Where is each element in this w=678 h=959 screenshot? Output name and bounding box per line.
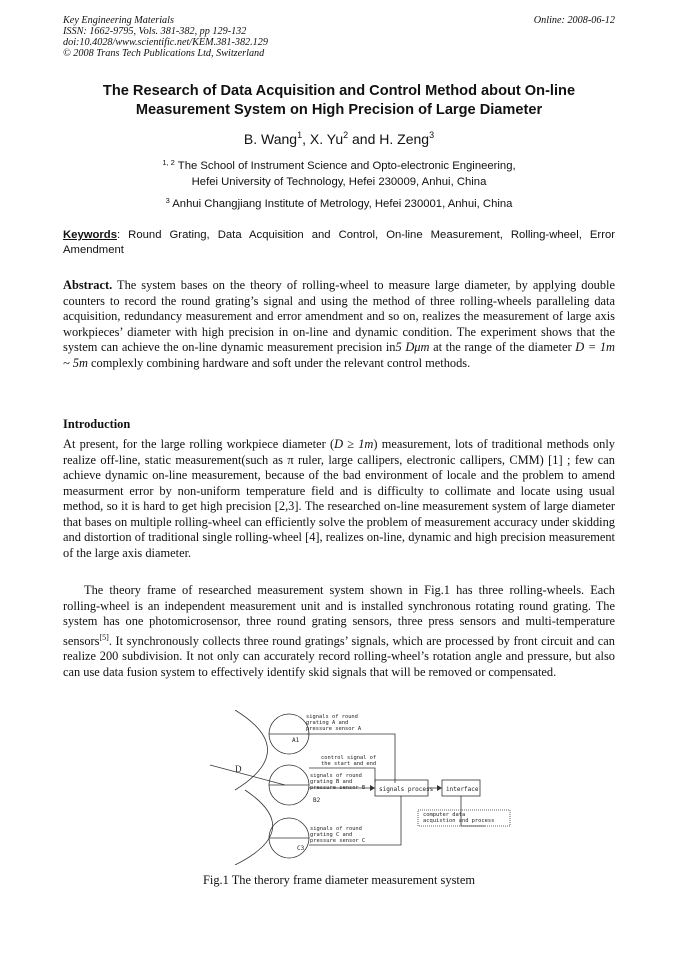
abstract-precision: 5 Dμm — [395, 340, 430, 354]
intro-p2-text-b: . It synchronously collects three round gratings’ signals, which are processed by front circuit and can realize 200 subdivision. It not only can accurately record rolling-wheel’s rotation angle and pressure, but also can use data fusion system to effectively identify skid signals that will be removed or compensated. — [63, 633, 615, 679]
issn-line: ISSN: 1662-9795, Vols. 381-382, pp 129-132 — [63, 26, 247, 37]
journal-name: Key Engineering Materials — [63, 15, 174, 26]
signals-process-label: signals process — [379, 786, 434, 793]
interface-arrow — [437, 785, 442, 791]
affiliation-1-line-2: Hefei University of Technology, Hefei 230009, Anhui, China — [191, 175, 487, 188]
abstract-range: D = 1m ~ 5m — [63, 340, 615, 370]
workpiece-arc-lower — [235, 790, 273, 865]
signal-b-label-1: signals of round — [310, 773, 362, 779]
signal-b-arrow — [370, 785, 375, 791]
paper-title — [63, 82, 615, 120]
title-line-1: The Research of Data Acquisition and Control Method about On-line — [102, 83, 576, 99]
control-label-2: the start and end — [321, 761, 377, 767]
wheel-a-label: A1 — [292, 737, 300, 744]
affiliation-1-marker: 1, 2 — [162, 158, 175, 167]
abstract-text-c: complexly combining hardware and soft under the relevant control methods. — [87, 355, 471, 370]
keywords-text: : Round Grating, Data Acquisition and Control, On-line Measurement, Rolling-wheel, Error Amendment — [63, 229, 615, 256]
affiliation-1 — [63, 155, 615, 190]
journal-header — [63, 15, 268, 59]
figure-1-diagram — [205, 710, 515, 865]
affiliation-3-line-1: Anhui Changjiang Institute of Metrology, Hefei 230001, Anhui, China — [172, 198, 513, 210]
control-label-1: control signal of — [321, 755, 377, 761]
keywords-label: Keywords — [63, 229, 117, 241]
intro-p1-condition: D ≥ 1m — [334, 437, 374, 451]
affiliation-1-line-1: The School of Instrument Science and Opto-electronic Engineering, — [177, 160, 516, 172]
author-list — [63, 130, 615, 147]
doi-line: doi:10.4028/www.scientific.net/KEM.381-382.129 — [63, 37, 268, 48]
signal-a-label-3: pressure sensor A — [306, 726, 362, 732]
copyright-line: © 2008 Trans Tech Publications Ltd, Switzerland — [63, 48, 265, 59]
introduction-paragraph-2 — [63, 583, 615, 680]
signal-a-label-1: signals of round — [306, 714, 358, 720]
figure-1-caption: Fig.1 The therory frame diameter measurement system — [203, 873, 475, 887]
signal-c-label-3: pressure sensor C — [310, 838, 366, 844]
abstract-text-a: The system bases on the theory of rolling-wheel to measure large diameter, by applying double counters to record the round grating’s signal and using the method of three rolling-wheels paralleling data acquisition, redundancy measurement and error amendment and so on, realizes the measurement of large axis workpieces’ diameter with high precision in on-line and dynamic condition. The experiment shows that the system can achieve the on-line dynamic measurement precision in — [63, 278, 615, 354]
wheel-b-label: B2 — [313, 797, 321, 804]
signal-b-label-3: pressure sensor B — [310, 785, 366, 791]
author-yu: , X. Yu — [302, 131, 344, 147]
signal-c-label-1: signals of round — [310, 826, 362, 832]
computer-label-2: acquistion and process — [423, 818, 495, 824]
diameter-line — [210, 765, 285, 785]
workpiece-arc-upper — [235, 710, 268, 790]
diameter-label: D — [235, 764, 242, 774]
abstract-text-b: at the range of the diameter — [429, 340, 576, 354]
section-heading-introduction: Introduction — [63, 417, 131, 431]
introduction-paragraph-1 — [63, 437, 615, 561]
author-wang: B. Wang — [243, 131, 298, 147]
intro-p2-text-a: The theory frame of researched measurement system shown in Fig.1 has three rolling-wheels. Each rolling-wheel is an independent measurement unit and is installed synchronous rotating round grating. The system has one photomicrosensor, three round grating sensors, three press sensors and multi-temperature sensors — [63, 583, 615, 648]
affiliation-3 — [63, 193, 615, 213]
signal-a-label-2: grating A and — [306, 720, 349, 726]
intro-p1-text-b: ) measurement, lots of traditional methods only realize off-line, static measurement(such as π ruler, large callipers, electronic callipers, CMM) [1] ; few can achieve dynamic on-line measurement, because of the bad environment of locale and the problem to amend measurment error by non-uniform temperature field and is difficulty to collimate and locate using usual method, so it is hard to get high precision [2,3]. The researched on-line measurement system of large diameter that bases on multiple rolling-wheel can efficiently solve the problem of measurement accuracy under skidding and distortion of traditional single rolling-wheel [4], realizes on-line, dynamic and high precision measurement of the large axis diameter. — [63, 437, 615, 560]
author-zeng-affil: 3 — [429, 130, 435, 140]
computer-label-1: computer data — [423, 812, 466, 818]
signal-b-label-2: grating B and — [310, 779, 353, 785]
intro-p2-ref: [5] — [99, 632, 109, 642]
affiliation-3-marker: 3 — [165, 196, 170, 205]
wheel-c-label: C3 — [297, 845, 305, 852]
author-zeng: and H. Zeng — [348, 131, 430, 147]
title-line-2: Measurement System on High Precision of Large Diameter — [135, 102, 543, 118]
online-date: Online: 2008-06-12 — [533, 15, 615, 26]
author-wang-affil: 1 — [297, 130, 303, 140]
abstract-label: Abstract. — [63, 278, 113, 292]
abstract — [63, 278, 615, 371]
signal-c-label-2: grating C and — [310, 832, 353, 838]
interface-label: interface — [446, 786, 479, 793]
intro-p1-text-a: At present, for the large rolling workpiece diameter ( — [63, 437, 335, 451]
author-yu-affil: 2 — [343, 130, 349, 140]
keywords — [63, 228, 615, 258]
